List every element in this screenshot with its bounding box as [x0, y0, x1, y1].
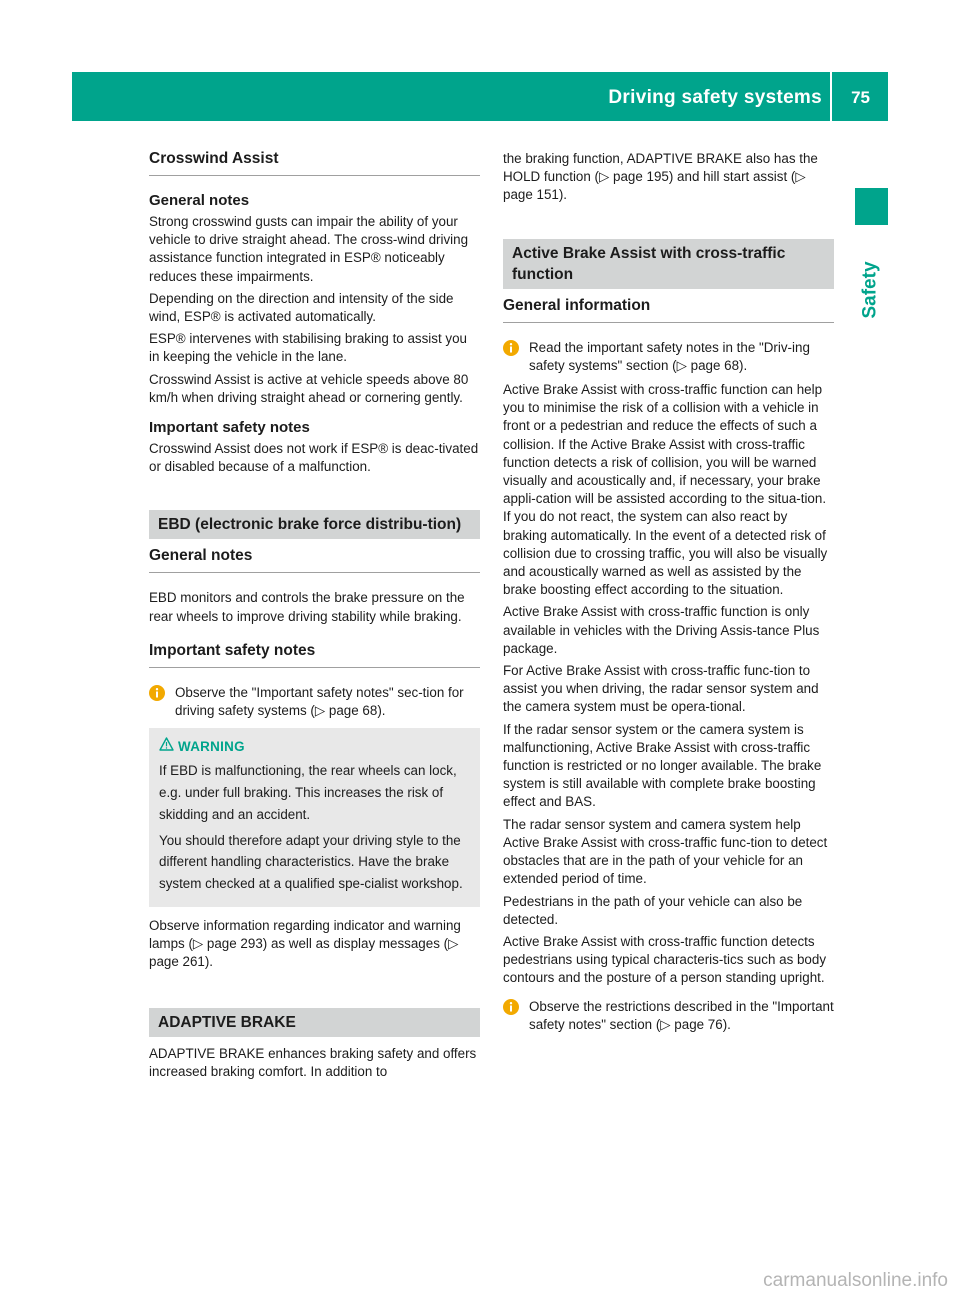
crosswind-paragraph-1: Strong crosswind gusts can impair the ability of your vehicle to drive straight ahead. The cross-wind driving assistance function integrated in ESP® noticeably reduces these impairments. — [149, 214, 469, 284]
header-separator — [830, 72, 832, 121]
ebd-info-note — [149, 684, 480, 720]
aba-info-note-2 — [503, 998, 834, 1034]
crosswind-paragraph-5: Crosswind Assist does not work if ESP® is deac-tivated or disabled because of a malfunction. — [149, 441, 479, 475]
aba-paragraph-6: Pedestrians in the path of your vehicle can also be detected. — [503, 893, 803, 927]
crosswind-paragraph-3: ESP® intervenes with stabilising braking to assist you in keeping the vehicle in the lane. — [149, 331, 468, 365]
aba-paragraph-4: If the radar sensor system or the camera system is malfunctioning, Active Brake Assist with cross-traffic function is restricted or no longer available. The brake system is still available with complete brake boosting effect and BAS. — [503, 721, 822, 810]
adaptive-brake-paragraph-1: ADAPTIVE BRAKE enhances braking safety and offers increased braking comfort. In addition to — [149, 1045, 477, 1079]
ebd-section-title: EBD (electronic brake force distribu-tion) — [149, 510, 480, 539]
left-column — [149, 150, 480, 1085]
ebd-general-notes-title: General notes — [149, 547, 480, 573]
aba-paragraph-1: Active Brake Assist with cross-traffic function can help you to minimise the risk of a collision with a vehicle in front or a pedestrian and reduce the effects of such a collision. If the Active Brake Assist with cross-traffic function detects a risk of collision, you will be warned visually and acoustically and, if necessary, your brake appli-cation will be assisted according to the situa-tion. If you do not react, the system can also react by braking automatically. In the event of a detected risk of collision due to crossing traffic, you will also be visually and acoustically warned as well as assisted by the brake boosting effect according to the situation. — [503, 382, 828, 598]
crosswind-safety-notes-title: Important safety notes — [149, 419, 310, 437]
ebd-info-text: Observe the "Important safety notes" sec-tion for driving safety systems (▷ page 68). — [175, 684, 464, 719]
ebd-safety-notes-title: Important safety notes — [149, 642, 480, 668]
crosswind-general-notes-title: General notes — [149, 192, 250, 209]
info-circle-icon — [503, 339, 529, 375]
warning-label: WARNING — [178, 739, 245, 755]
crosswind-paragraph-4: Crosswind Assist is active at vehicle speeds above 80 km/h when driving straight ahead or cornering gently. — [149, 371, 469, 405]
header-title: Driving safety systems — [608, 87, 822, 108]
page-number: 75 — [851, 88, 870, 107]
side-tab-marker — [855, 188, 888, 225]
adaptive-brake-title: ADAPTIVE BRAKE — [149, 1008, 480, 1037]
crosswind-paragraph-2: Depending on the direction and intensity of the side wind, ESP® is activated automatically. — [149, 290, 454, 325]
adaptive-brake-continued: the braking function, ADAPTIVE BRAKE also has the HOLD function (▷ page 195) and hill start assist (▷ page 151). — [503, 151, 818, 203]
aba-info-note-1 — [503, 339, 834, 375]
warning-paragraph-1: If EBD is malfunctioning, the rear wheels can lock, e.g. under full braking. This increases the risk of skidding and an accident. — [159, 763, 457, 822]
aba-paragraph-7: Active Brake Assist with cross-traffic function detects pedestrians using typical characteris-tics such as body contours and the posture of a person standing upright. — [503, 933, 827, 986]
ebd-paragraph-1: EBD monitors and controls the brake pressure on the rear wheels to improve driving stability while braking. — [149, 590, 465, 624]
aba-info-text-1: Read the important safety notes in the "Driv-ing safety systems" section (▷ page 68). — [529, 339, 810, 373]
aba-paragraph-3: For Active Brake Assist with cross-traffic func-tion to assist you when driving, the radar sensor system and the camera system must be opera-tional. — [503, 663, 819, 715]
page-header — [72, 72, 888, 121]
aba-info-text-2: Observe the restrictions described in the "Important safety notes" section (▷ page 76). — [529, 998, 834, 1032]
crosswind-assist-title: Crosswind Assist — [149, 150, 480, 176]
right-column — [503, 150, 834, 1040]
watermark: carmanualsonline.info — [763, 1270, 948, 1291]
info-circle-icon — [503, 998, 529, 1034]
info-circle-icon — [149, 684, 175, 720]
aba-general-info-title: General information — [503, 297, 834, 323]
warning-triangle-icon — [159, 737, 178, 756]
side-section-label: Safety — [860, 261, 881, 319]
aba-section-title: Active Brake Assist with cross-traffic function — [503, 239, 834, 289]
aba-paragraph-2: Active Brake Assist with cross-traffic function is only available in vehicles with the Driving Assis-tance Plus package. — [503, 604, 820, 656]
warning-paragraph-2: You should therefore adapt your driving style to the different handling characteristics. Have the brake system checked at a qualified spe-cialist workshop. — [159, 832, 463, 892]
aba-paragraph-5: The radar sensor system and camera system help Active Brake Assist with cross-traffic func-tion to detect obstacles that are in the path of your vehicle for an extended period of time. — [503, 816, 828, 887]
ebd-paragraph-2: Observe information regarding indicator and warning lamps (▷ page 293) as well as display messages (▷ page 261). — [149, 918, 461, 970]
warning-box — [149, 728, 480, 907]
warning-header — [159, 737, 472, 756]
